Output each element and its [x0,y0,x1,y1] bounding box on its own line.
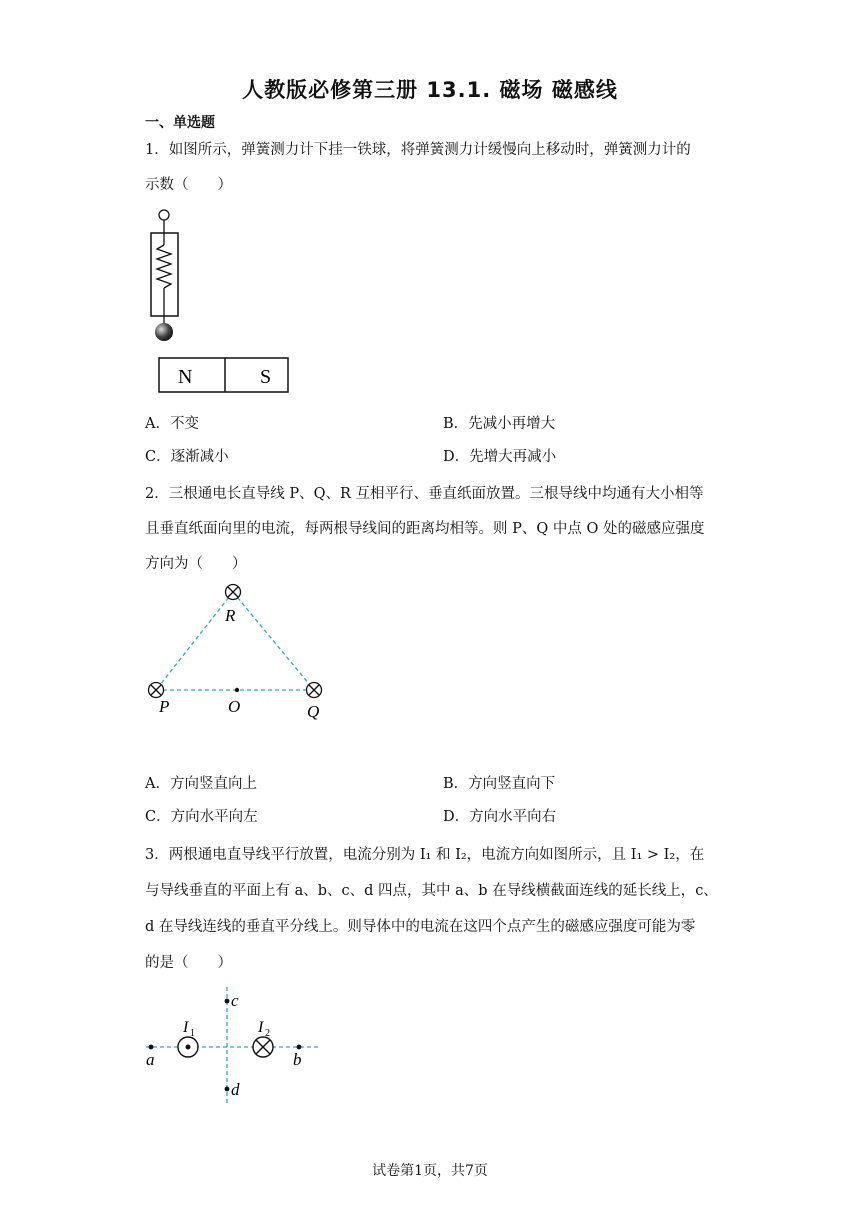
label-d: d [231,1080,240,1099]
page-title: 人教版必修第三册 13.1. 磁场 磁感线 [242,78,618,102]
current-out-of-page-icon [178,1037,198,1057]
label-a: a [146,1050,155,1069]
question-3-line-2: 与导线垂直的平面上有 a、b、c、d 四点，其中 a、b 在导线横截面连线的延长线上，c、 [145,883,718,899]
spring-coil [157,245,171,288]
label-i2-subscript: 2 [265,1028,270,1039]
label-o: O [228,697,241,716]
three-wires-triangle-figure [140,578,340,728]
dashed-side-rp [156,592,233,690]
current-into-page-icon [253,1037,273,1057]
label-q: Q [307,702,320,721]
q2-option-c[interactable]: C．方向水平向左 [145,809,258,825]
question-3 [145,837,720,981]
label-r: R [225,606,236,625]
page-footer: 试卷第1页，共7页 [372,1163,488,1179]
question-2 [145,477,720,582]
question-3-line-4: 的是（ ） [145,955,232,971]
question-3-line-3: d 在导线连线的垂直平分线上。则导体中的电流在这四个点产生的磁感应强度可能为零 [145,919,696,935]
label-i1-subscript: 1 [190,1028,195,1039]
question-2-line-2: 且垂直纸面向里的电流，每两根导线间的距离均相等。则 P、Q 中点 O 处的磁感应强度 [145,521,705,537]
two-wires-figure [140,985,330,1105]
question-3-line-1: 3．两根通电直导线平行放置，电流分别为 I₁ 和 I₂，电流方向如图所示，且 I₁ > I₂，在 [145,847,705,863]
question-1 [145,133,720,203]
label-i1: I [183,1019,189,1036]
wire-q-into-page-icon [307,683,322,698]
point-a-dot [149,1045,154,1050]
q1-option-b[interactable]: B．先减小再增大 [443,416,556,432]
label-c: c [231,991,239,1010]
question-1-line-1: 1．如图所示，弹簧测力计下挂一铁球，将弹簧测力计缓慢向上移动时，弹簧测力计的 [145,142,691,158]
question-2-line-3: 方向为（ ） [145,556,247,572]
q1-option-c[interactable]: C．逐渐减小 [145,449,229,465]
label-p: P [159,697,170,716]
point-d-dot [225,1087,230,1092]
spring-scale-magnet-figure [140,205,300,400]
label-b: b [293,1050,302,1069]
q2-option-a[interactable]: A．方向竖直向上 [145,776,257,792]
q2-option-d[interactable]: D．方向水平向右 [443,809,557,825]
question-2-line-1: 2．三根通电长直导线 P、Q、R 互相平行、垂直纸面放置。三根导线中均通有大小相等 [145,486,704,502]
midpoint-o-dot [235,688,239,692]
section-heading: 一、单选题 [145,115,215,131]
question-1-line-2: 示数（ ） [145,177,232,193]
point-b-dot [297,1045,302,1050]
q1-option-a[interactable]: A．不变 [145,416,199,432]
magnet-south-label: S [260,366,272,388]
point-c-dot [225,999,230,1004]
wire-p-into-page-icon [149,683,164,698]
q1-option-d[interactable]: D．先增大再减小 [443,449,557,465]
iron-ball [155,323,173,341]
q2-option-b[interactable]: B．方向竖直向下 [443,776,556,792]
label-i2: I [258,1019,264,1036]
scale-hook-ring [159,210,169,220]
wire-r-into-page-icon [226,585,241,600]
magnet-north-label: N [178,366,193,388]
dashed-side-rq [233,592,314,690]
